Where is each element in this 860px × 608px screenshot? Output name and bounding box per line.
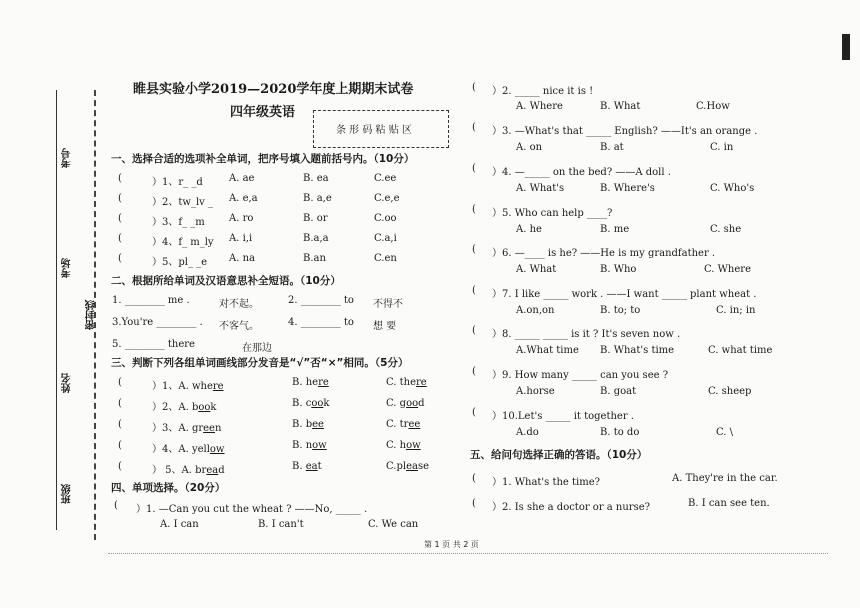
option-b: B.an: [303, 253, 326, 264]
option-b: B. I can't: [258, 519, 304, 530]
phrase-3: 3.You're ________ .: [112, 317, 203, 328]
s5-question-1: ）1. What's the time?: [492, 477, 601, 488]
option-b: B. to; to: [600, 305, 641, 316]
answer-paren: (: [118, 419, 122, 430]
answer-paren: (: [472, 285, 476, 296]
word-a: ）4、A. yellow: [152, 444, 225, 455]
section-5-title: 五、给问句选择正确的答语。（10分）: [470, 449, 648, 461]
option-b: B. ea: [303, 173, 329, 184]
phrase-1: 1. ________ me .: [112, 295, 190, 306]
answer-paren: (: [114, 500, 118, 511]
option-a: A. What's: [516, 183, 565, 194]
word-c: C. there: [386, 377, 427, 388]
question-word: ）1、r_ _d: [152, 177, 203, 188]
answer-paren: (: [472, 163, 476, 174]
option-b: B. What: [600, 101, 641, 112]
option-a: A. Where: [516, 101, 563, 112]
answer-paren: (: [472, 498, 476, 509]
option-c: C.en: [374, 253, 397, 264]
option-c: C. Where: [704, 264, 751, 275]
question-text: ）6. —____ is he? ——He is my grandfather .: [492, 248, 716, 259]
phrase-4-meaning: 想 要: [373, 321, 397, 332]
option-b: B. at: [600, 142, 624, 153]
phrase-2: 2. ________ to: [288, 295, 354, 306]
option-b: B.a,a: [303, 233, 329, 244]
answer-paren: (: [118, 377, 122, 388]
option-c: C. \: [716, 427, 734, 438]
word-b: B. cook: [292, 398, 330, 409]
answer-paren: (: [118, 233, 122, 244]
option-b: B. Where's: [600, 183, 655, 194]
option-c: C.How: [696, 101, 730, 112]
question-text: ）7. I like _____ work . ——I want _____ plant wheat .: [492, 289, 757, 300]
option-a: A.horse: [516, 386, 555, 397]
word-b: B. now: [292, 440, 327, 451]
phrase-2-meaning: 不得不: [373, 299, 403, 310]
option-a: A. I can: [160, 519, 199, 530]
answer-paren: (: [472, 204, 476, 215]
section-2-title: 二、根据所给单词及汉语意思补全短语。（10分）: [111, 275, 341, 287]
option-a: A.on,on: [516, 305, 555, 316]
answer-paren: (: [472, 366, 476, 377]
answer-paren: (: [472, 325, 476, 336]
seal-label: 密封线: [86, 300, 97, 330]
option-b: B. to do: [600, 427, 640, 438]
option-a: A. e,a: [229, 193, 258, 204]
answer-paren: (: [472, 122, 476, 133]
option-c: C. in: [710, 142, 734, 153]
word-a: ）1、A. where: [152, 381, 224, 392]
question-text: ）5. Who can help ____?: [492, 208, 613, 219]
word-b: B. here: [292, 377, 329, 388]
answer-paren: (: [118, 193, 122, 204]
phrase-4: 4. ________ to: [288, 317, 354, 328]
s5-answer-b: B. I can see ten.: [688, 498, 770, 509]
class-label: 班级: [62, 484, 73, 504]
word-a: ）2、A. book: [152, 402, 217, 413]
section-4-title: 四、单项选择。（20分）: [111, 482, 226, 494]
page-number: 第 1 页 共 2 页: [424, 540, 479, 549]
option-b: B. goat: [600, 386, 637, 397]
option-c: C.oo: [374, 213, 397, 224]
phrase-1-meaning: 对不起。: [219, 299, 259, 310]
margin-line: [56, 90, 57, 530]
phrase-5: 5. ________ there: [112, 339, 195, 350]
option-c: C. Who's: [710, 183, 755, 194]
option-a: A. i,i: [229, 233, 253, 244]
answer-paren: (: [118, 213, 122, 224]
question-text: ）9. How many _____ can you see ?: [492, 370, 669, 381]
phrase-3-meaning: 不客气。: [219, 321, 259, 332]
question-text: ）2. _____ nice it is !: [492, 86, 594, 97]
scan-mark: [842, 34, 850, 60]
option-b: B. What's time: [600, 345, 675, 356]
answer-paren: (: [472, 407, 476, 418]
option-c: C. sheep: [708, 386, 752, 397]
word-a: ） 5、A. bread: [152, 465, 225, 476]
answer-paren: (: [472, 82, 476, 93]
option-c: C.a,i: [374, 233, 397, 244]
answer-paren: (: [118, 461, 122, 472]
question-word: ）3、f_ _m: [152, 217, 205, 228]
phrase-5-meaning: 在那边: [242, 343, 272, 354]
option-b: B. or: [303, 213, 328, 224]
word-c: C. how: [386, 440, 421, 451]
option-c: C. We can: [368, 519, 419, 530]
option-c: C. she: [710, 224, 742, 235]
option-c: C.e,e: [374, 193, 400, 204]
option-c: C. what time: [708, 345, 773, 356]
option-b: B. Who: [600, 264, 637, 275]
s5-question-2: ）2. Is she a doctor or a nurse?: [492, 502, 651, 513]
exam-title: 睢县实验小学2019—2020学年度上期期末试卷: [133, 82, 414, 97]
answer-paren: (: [472, 473, 476, 484]
word-c: C.please: [386, 461, 430, 472]
question-word: ）4、f_ m_ly: [152, 237, 214, 248]
question-word: ）2、tw_lv _: [152, 197, 213, 208]
option-c: C. in; in: [716, 305, 756, 316]
question-text: ）10.Let's _____ it together .: [492, 411, 634, 422]
word-c: C. tree: [386, 419, 421, 430]
section-3-title: 三、判断下列各组单词画线部分发音是“√”否“×”相同。（5分）: [111, 357, 409, 369]
word-c: C. good: [386, 398, 425, 409]
option-a: A.do: [516, 427, 539, 438]
answer-paren: (: [118, 398, 122, 409]
answer-paren: (: [118, 253, 122, 264]
option-b: B. me: [600, 224, 630, 235]
exam-no-label: 考号: [62, 148, 73, 168]
question-1: ）1. —Can you cut the wheat ? ——No, _____ .: [136, 504, 368, 515]
option-a: A. ro: [229, 213, 254, 224]
word-a: ）3、A. green: [152, 423, 222, 434]
option-a: A. na: [229, 253, 255, 264]
option-a: A. ae: [229, 173, 255, 184]
option-a: A. What: [516, 264, 557, 275]
section-1-title: 一、选择合适的选项补全单词，把序号填入题前括号内。（10分）: [111, 153, 415, 165]
option-a: A. on: [516, 142, 543, 153]
option-b: B. a,e: [303, 193, 332, 204]
exam-subtitle: 四年级英语: [230, 105, 296, 120]
barcode-label: 条 形 码 粘 贴 区: [336, 125, 412, 136]
bottom-rule: [108, 553, 828, 554]
option-a: A.What time: [516, 345, 579, 356]
question-text: ）4. —_____ on the bed? ——A doll .: [492, 167, 671, 178]
answer-paren: (: [472, 244, 476, 255]
s5-answer-a: A. They're in the car.: [672, 473, 778, 484]
word-b: B. eat: [292, 461, 322, 472]
option-a: A. he: [516, 224, 542, 235]
question-text: ）3. —What's that _____ English? ——It's an orange .: [492, 126, 758, 137]
name-label: 姓名: [62, 373, 73, 393]
answer-paren: (: [118, 173, 122, 184]
room-label: 考场: [62, 258, 73, 278]
word-b: B. bee: [292, 419, 324, 430]
answer-paren: (: [118, 440, 122, 451]
barcode-box: [313, 110, 449, 148]
option-c: C.ee: [374, 173, 397, 184]
question-word: ）5、pl_ _e: [152, 257, 208, 268]
question-text: ）8. _____ _____ is it ? It's seven now .: [492, 329, 681, 340]
